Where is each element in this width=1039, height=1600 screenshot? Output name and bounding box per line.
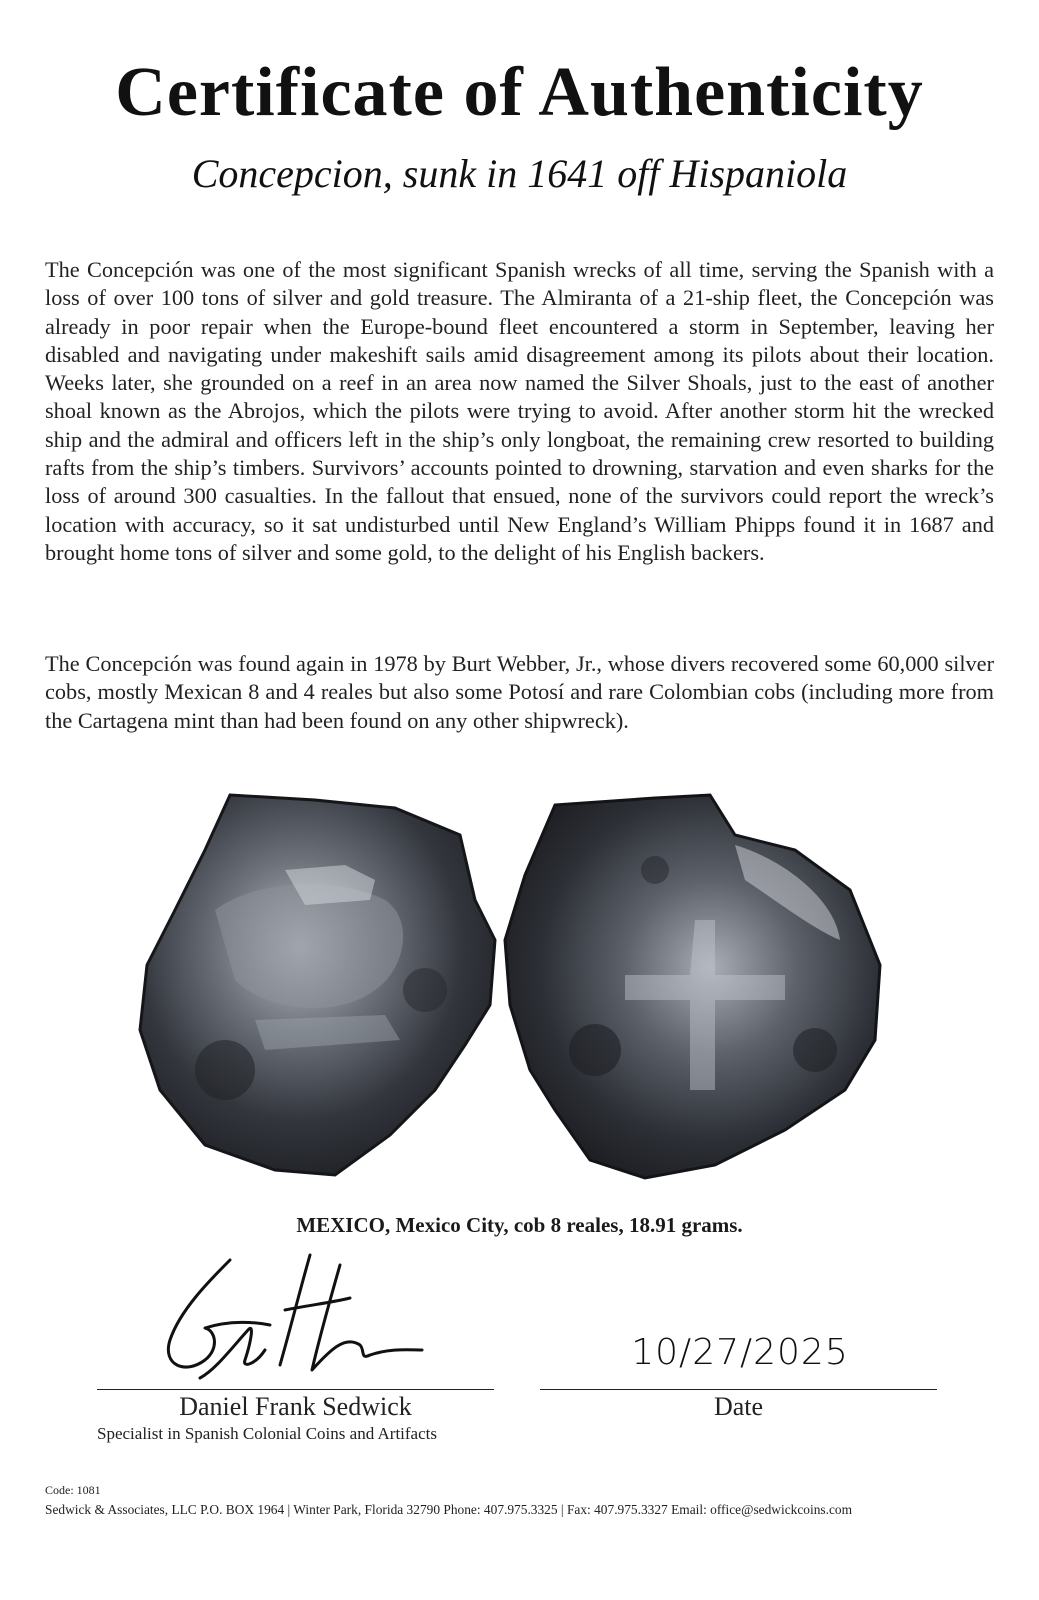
contact-footer: Sedwick & Associates, LLC P.O. BOX 1964 | Winter Park, Florida 32790 Phone: 407.975.3325 | Fax: 407.975.3327 Email: office@sedwickcoins.com [45, 1502, 853, 1517]
date-label: Date [713, 1392, 764, 1421]
history-paragraph-2: The Concepción was found again in 1978 by Burt Webber, Jr., whose divers recovered some 60,000 silver cobs, mostly Mexican 8 and 4 reales but also some Potosí and rare Colombian cobs (including more from the Cartagena mint than had been found on any other shipwreck). [45, 651, 994, 733]
date-line [540, 1389, 937, 1390]
signature-image [160, 1250, 430, 1390]
signature-line [97, 1389, 494, 1390]
coin-obverse [140, 795, 495, 1175]
signer-name: Daniel Frank Sedwick [179, 1392, 412, 1421]
coin-reverse [505, 795, 880, 1178]
certificate-subtitle: Concepcion, sunk in 1641 off Hispaniola [191, 151, 848, 196]
signer-role: Specialist in Spanish Colonial Coins and Artifacts [97, 1424, 437, 1443]
certificate-title: Certificate of Authenticity [115, 54, 924, 131]
certificate-code: Code: 1081 [45, 1483, 101, 1497]
coin-caption: MEXICO, Mexico City, cob 8 reales, 18.91 grams. [296, 1213, 743, 1237]
coin-photos [135, 790, 895, 1190]
history-paragraph-1: The Concepción was one of the most significant Spanish wrecks of all time, serving the Spanish with a loss of over 100 tons of silver and gold treasure. The Almiranta of a 21-ship fleet, the Concepción was already in poor repair when the Europe-bound fleet encountered a storm in September, leaving her disabled and navigating under makeshift sails amid disagreement among its pilots about their location. Weeks later, she grounded on a reef in an area now named the Silver Shoals, just to the east of another shoal known as the Abrojos, which the pilots were trying to avoid. After another storm hit the wrecked ship and the admiral and officers left in the ship’s only longboat, the remaining crew resorted to building rafts from the ship’s timbers. Survivors’ accounts pointed to drowning, starvation and even sharks for the loss of around 300 casualties. In the fallout that ensued, none of the survivors could report the wreck’s location with accuracy, so it sat undisturbed until New England’s William Phipps found it in 1687 and brought home tons of silver and some gold, to the delight of his English backers. [45, 257, 994, 565]
date-value: 10/27/2025 [631, 1332, 849, 1373]
